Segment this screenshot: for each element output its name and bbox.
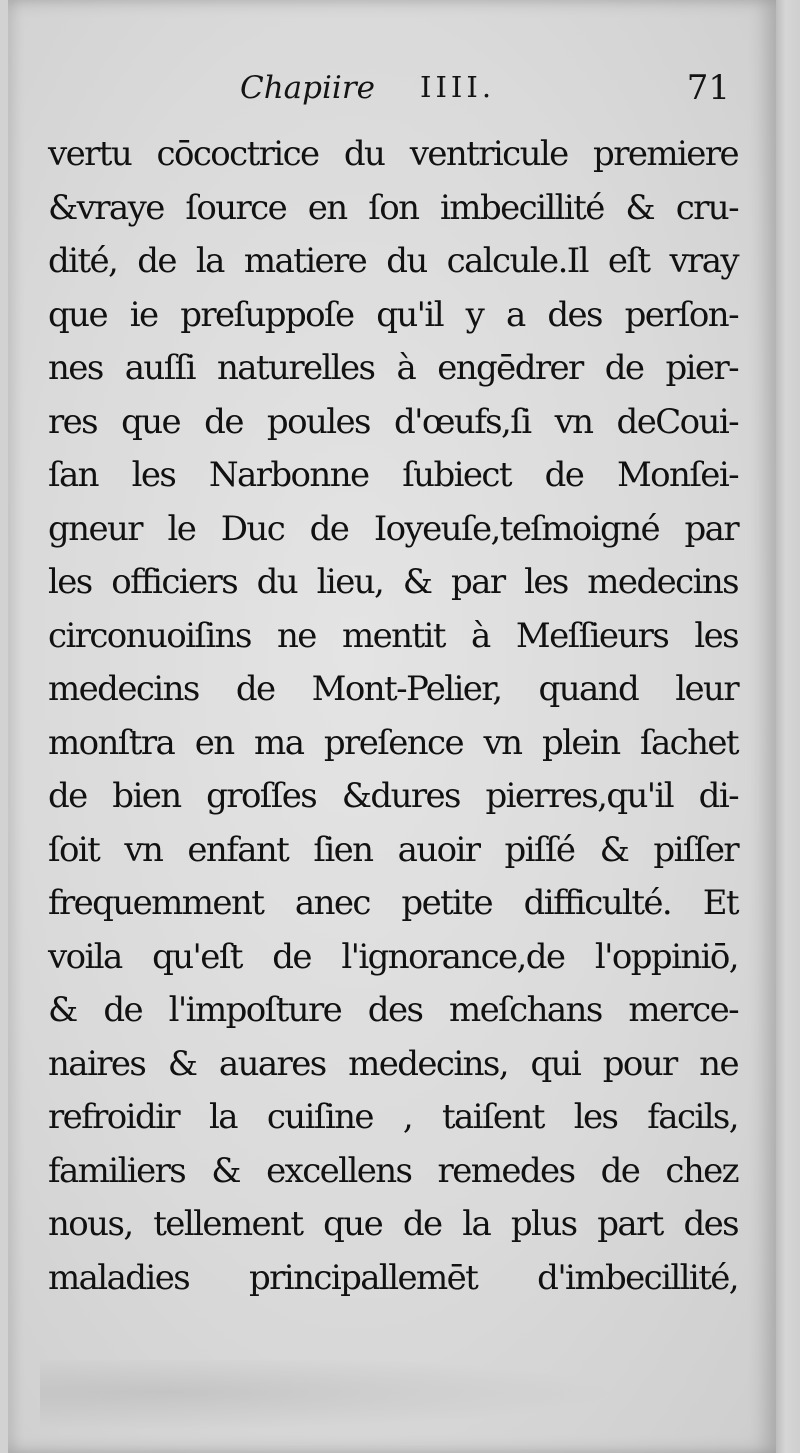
text-line: naires & auares medecins, qui pour ne [48, 1043, 738, 1084]
text-line: nous, tellement que de la plus part des [48, 1204, 738, 1244]
text-line: familiers & excellens remedes de chez [48, 1150, 738, 1191]
running-header [240, 64, 740, 120]
page-edge [776, 0, 800, 1453]
ink-bleed-through [40, 1360, 740, 1440]
text-line: &vraye ſource en ſon imbecillité & cru- [48, 187, 738, 228]
text-line: medecins de Mont-Pelier, quand leur [48, 669, 738, 709]
text-line: ſan les Narbonne ſubiect de Monſei- [48, 455, 738, 495]
chapter-number: IIII. [420, 70, 496, 104]
text-line: refroidir la cuiſine , taiſent les facils, [48, 1097, 738, 1137]
text-line: maladies principallemēt d'imbecillité, [48, 1257, 738, 1298]
text-line: monſtra en ma preſence vn plein ſachet [48, 722, 738, 763]
text-line: que ie preſuppoſe qu'il y a des perſon- [48, 294, 738, 335]
text-line: nes auſſi naturelles à engēdrer de pier- [48, 348, 738, 388]
text-line: voila qu'eſt de l'ignorance,de l'oppiniō, [48, 936, 738, 977]
text-line: ſoit vn enfant ſien auoir piſſé & piſſer [48, 829, 738, 870]
text-line: circonuoiſins ne mentit à Meſſieurs les [48, 615, 738, 656]
page-number: 71 [686, 68, 730, 108]
text-line: dité, de la matiere du calcule.Il eſt vray [48, 241, 738, 281]
text-line: res que de poules d'œufs,ſi vn deCoui- [48, 401, 738, 442]
text-line: & de l'impoſture des meſchans merce- [48, 990, 738, 1030]
text-line: vertu cōcoctrice du ventricule premiere [48, 134, 738, 174]
text-line: les officiers du lieu, & par les medecins [48, 562, 738, 602]
text-line: frequemment anec petite difficulté. Et [48, 883, 738, 923]
text-line: gneur le Duc de Ioyeuſe,teſmoigné par [48, 508, 738, 549]
running-title: Chapiire [240, 70, 376, 106]
body-text [48, 128, 738, 1305]
text-line: de bien groſſes &dures pierres,qu'il di- [48, 776, 738, 816]
